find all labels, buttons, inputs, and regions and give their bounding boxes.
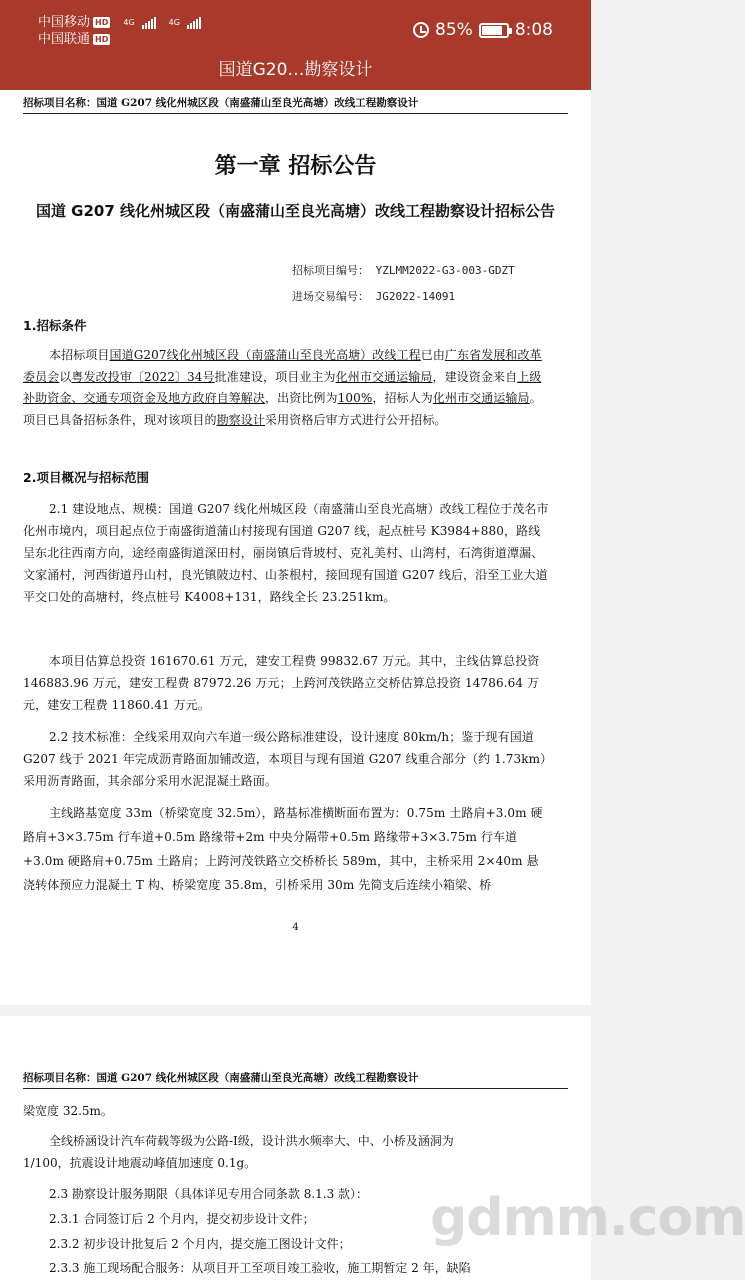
hd-badge: HD: [95, 18, 109, 27]
carrier-info: [38, 14, 201, 48]
site-watermark: gdmm.com: [430, 1188, 745, 1248]
location-scale-paragraph: 2.1 建设地点、规模：国道 G207 线化州城区段（南盛蒲山至良光高塘）改线工程位于茂名市化州市境内，项目起点位于南盛街道蒲山村接现有国道 G207 线，起点桩号 K3984+880，路线呈东北往西南方向，途经南盛街道深田村，丽岗镇后背坡村、克礼美村、山湾村，石湾街道潭漏、文家涌村，河西街道丹山村，良光镇陂边村、山茶根村，接回现有国道 G207 线后，沿至工业大道平交口处的高塘村，终点桩号 K4008+131，路线全长 23.251km。: [23, 502, 549, 604]
hd-badge: HD: [95, 35, 109, 44]
document-title-bar[interactable]: [0, 52, 591, 90]
text-line: 2.3 勘察设计服务期限（具体详见专用合同条款 8.1.3 款）：: [49, 1187, 369, 1201]
carrier-1-label: 中国移动: [38, 15, 91, 30]
investment-paragraph: 本项目估算总投资 161670.61 万元，建安工程费 99832.67 万元。其中，主线估算总投资 146883.96 万元，建安工程费 87972.26 万元；上跨河茂铁路立交桥估算总投资 14786.64 万元，建安工程费 11860.41 万元。: [23, 654, 540, 712]
page-header: 招标项目名称：国道 G207 线化州城区段（南盛蒲山至良光高塘）改线工程勘察设计: [23, 1070, 568, 1089]
network-type-2: 4G: [168, 18, 180, 27]
section-heading: 2.项目概况与招标范围: [23, 470, 149, 485]
network-type-1: 4G: [123, 18, 135, 27]
page-header: 招标项目名称：国道 G207 线化州城区段（南盛蒲山至良光高塘）改线工程勘察设计: [23, 95, 568, 114]
carrier-row-1: [38, 14, 201, 31]
signal-icon: [142, 17, 156, 29]
trade-number: 进场交易编号： JG2022-14091: [292, 290, 456, 303]
battery-fill: [482, 26, 502, 35]
text-line: 2.3.1 合同签订后 2 个月内，提交初步设计文件；: [49, 1212, 315, 1226]
chapter-title: 第一章 招标公告: [214, 154, 377, 179]
status-bar: [0, 0, 591, 52]
carrier-row-2: [38, 31, 201, 48]
project-number: 招标项目编号： YZLMM2022-G3-003-GDZT: [292, 264, 515, 277]
text-line: 全线桥涵设计汽车荷载等级为公路-Ⅰ级，设计洪水频率大、中、小桥及涵洞为: [49, 1134, 454, 1148]
section-heading: 1.招标条件: [23, 318, 87, 333]
page-number: 4: [292, 922, 299, 933]
clock: 8:08: [514, 20, 553, 40]
carrier-2-label: 中国联通: [38, 32, 91, 47]
signal-icon: [187, 17, 201, 29]
alarm-icon: [413, 22, 429, 38]
announcement-title: 国道 G207 线化州城区段（南盛蒲山至良光高塘）改线工程勘察设计招标公告: [35, 202, 556, 220]
document-title: 国道G20…勘察设计: [218, 60, 373, 80]
text-line: 2.3.3 施工现场配合服务：从项目开工至项目竣工验收，施工期暂定 2 年，缺陷: [49, 1261, 471, 1275]
technical-standard-paragraph: 2.2 技术标准：全线采用双向六车道一级公路标准建设，设计速度 80km/h；鉴于现有国道 G207 线于 2021 年完成沥青路面加铺改造，本项目与现有国道 G207 线重合部分（约 1.73km）采用沥青路面，其余部分采用水泥混凝土路面。: [23, 730, 547, 788]
battery-icon: [479, 23, 509, 38]
text-line: 梁宽度 32.5m。: [23, 1104, 113, 1118]
text-line: 2.3.2 初步设计批复后 2 个月内，提交施工图设计文件；: [49, 1237, 351, 1251]
text-line: 1/100，抗震设计地震动峰值加速度 0.1g。: [23, 1156, 257, 1170]
battery-percent: 85%: [435, 20, 473, 40]
roadbed-paragraph: 主线路基宽度 33m（桥梁宽度 32.5m），路基标准横断面布置为：0.75m 土路肩+3.0m 硬路肩+3×3.75m 行车道+0.5m 路缘带+2m 中央分隔带+0.5m 路缘带+3×3.75m 行车道+3.0m 硬路肩+0.75m 土路肩；上跨河茂铁路立交桥桥长 589m，其中，主桥采用 2×40m 悬浇转体预应力混凝土 T 构、桥梁宽度 35.8m，引桥采用 30m 先简支后连续小箱梁、桥: [23, 806, 543, 892]
document-page-1: [0, 90, 591, 1005]
status-right: [413, 20, 553, 40]
tender-conditions-paragraph: 本招标项目国道G207线化州城区段（南盛蒲山至良光高塘）改线工程已由广东省发展和改革委员会以粤发改投审〔2022〕34号批准建设，项目业主为化州市交通运输局，建设资金来自上级补助资金、交通专项资金及地方政府自筹解决，出资比例为100%，招标人为化州市交通运输局。项目已具备招标条件，现对该项目的勘察设计采用资格后审方式进行公开招标。: [23, 348, 542, 427]
